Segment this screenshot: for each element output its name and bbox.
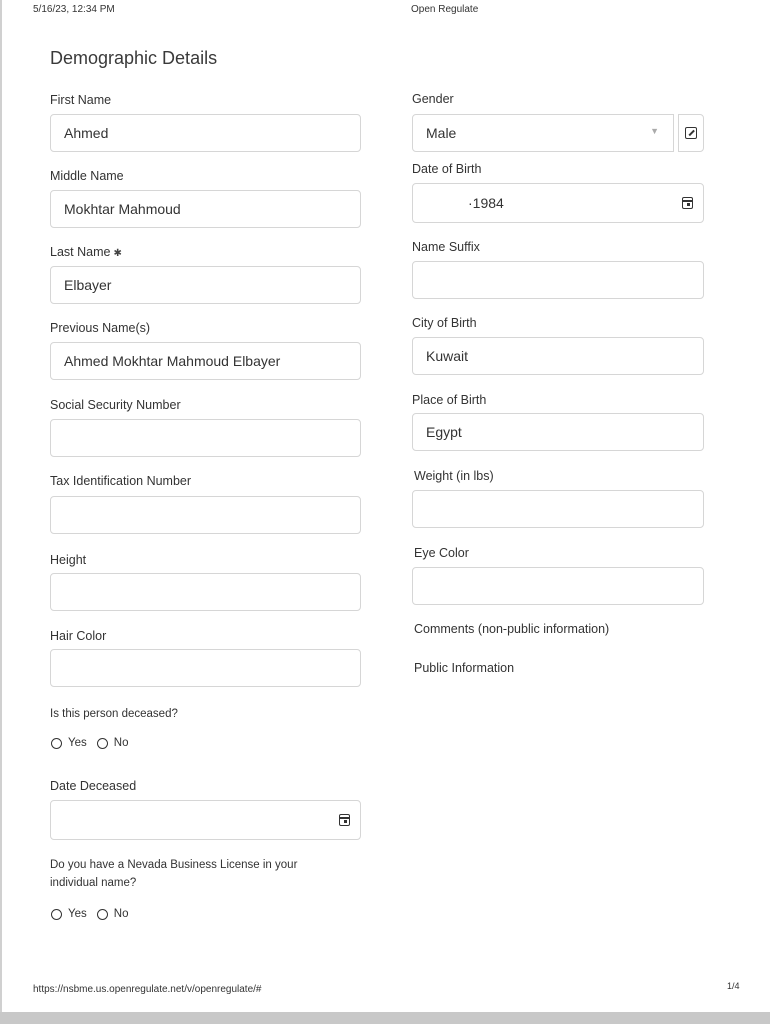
- ssn-label: Social Security Number: [50, 398, 181, 412]
- nevada-license-question: Do you have a Nevada Business License in your individual name?: [50, 859, 298, 889]
- gender-value: Male: [426, 125, 457, 141]
- first-name-input[interactable]: [50, 114, 361, 152]
- city-of-birth-label: City of Birth: [412, 316, 477, 330]
- deceased-yes-radio[interactable]: [51, 738, 62, 749]
- previous-names-input[interactable]: [50, 342, 361, 380]
- previous-names-label: Previous Name(s): [50, 321, 151, 335]
- chevron-down-icon: ▼: [650, 126, 659, 136]
- gender-select[interactable]: [412, 114, 674, 152]
- middle-name-input[interactable]: [50, 190, 361, 228]
- required-marker: ✱: [113, 248, 122, 259]
- nevada-no-radio[interactable]: [97, 909, 108, 920]
- name-suffix-input[interactable]: [412, 261, 704, 299]
- nevada-yes-radio[interactable]: [51, 909, 62, 920]
- date-of-birth-input[interactable]: [412, 183, 704, 223]
- calendar-icon[interactable]: [682, 197, 693, 209]
- first-name-label: First Name: [50, 93, 112, 107]
- footer-url: https://nsbme.us.openregulate.net/v/openregulate/#: [33, 984, 262, 995]
- place-of-birth-input[interactable]: [412, 413, 704, 451]
- date-of-birth-label: Date of Birth: [412, 162, 482, 176]
- page-bottom-bar: [0, 1012, 770, 1024]
- height-input[interactable]: [50, 573, 361, 611]
- date-deceased-input[interactable]: [50, 800, 361, 840]
- deceased-radio-group: [51, 737, 138, 749]
- last-name-label-text: Last Name: [50, 245, 111, 259]
- tin-label: Tax Identification Number: [50, 474, 192, 488]
- place-of-birth-value: Egypt: [426, 424, 462, 440]
- app-name: Open Regulate: [411, 4, 479, 15]
- eye-color-input[interactable]: [412, 567, 704, 605]
- page-number: 1/4: [727, 981, 740, 991]
- calendar-icon[interactable]: [339, 814, 350, 826]
- eye-color-label: Eye Color: [414, 546, 469, 560]
- nevada-license-radio-group: [51, 908, 138, 920]
- middle-name-value: Mokhtar Mahmoud: [64, 201, 181, 217]
- page-edge: [0, 0, 2, 1012]
- print-date: 5/16/23, 12:34 PM: [33, 4, 115, 15]
- tin-input[interactable]: [50, 496, 361, 534]
- date-of-birth-value: ·1984: [468, 195, 504, 211]
- last-name-input[interactable]: [50, 266, 361, 304]
- nevada-yes-label: Yes: [68, 908, 87, 920]
- deceased-no-label: No: [113, 737, 129, 749]
- hair-color-label: Hair Color: [50, 629, 107, 643]
- city-of-birth-input[interactable]: [412, 337, 704, 375]
- weight-label: Weight (in lbs): [414, 469, 494, 483]
- external-link-icon: [685, 127, 697, 139]
- section-title: Demographic Details: [50, 48, 218, 68]
- deceased-no-radio[interactable]: [97, 738, 108, 749]
- hair-color-input[interactable]: [50, 649, 361, 687]
- first-name-value: Ahmed: [64, 125, 109, 141]
- weight-input[interactable]: [412, 490, 704, 528]
- middle-name-label: Middle Name: [50, 169, 124, 183]
- comments-label: Comments (non-public information): [414, 622, 610, 636]
- gender-label: Gender: [412, 92, 454, 106]
- public-information-label: Public Information: [414, 661, 515, 675]
- nevada-no-label: No: [113, 908, 129, 920]
- deceased-yes-label: Yes: [68, 737, 87, 749]
- gender-external-button[interactable]: [678, 114, 704, 152]
- date-deceased-label: Date Deceased: [50, 779, 137, 793]
- previous-names-value: Ahmed Mokhtar Mahmoud Elbayer: [64, 353, 281, 369]
- last-name-label: [50, 245, 122, 259]
- name-suffix-label: Name Suffix: [412, 240, 480, 254]
- last-name-value: Elbayer: [64, 277, 112, 293]
- height-label: Height: [50, 553, 87, 567]
- ssn-input[interactable]: [50, 419, 361, 457]
- place-of-birth-label: Place of Birth: [412, 393, 487, 407]
- deceased-question: Is this person deceased?: [50, 708, 178, 720]
- city-of-birth-value: Kuwait: [426, 348, 469, 364]
